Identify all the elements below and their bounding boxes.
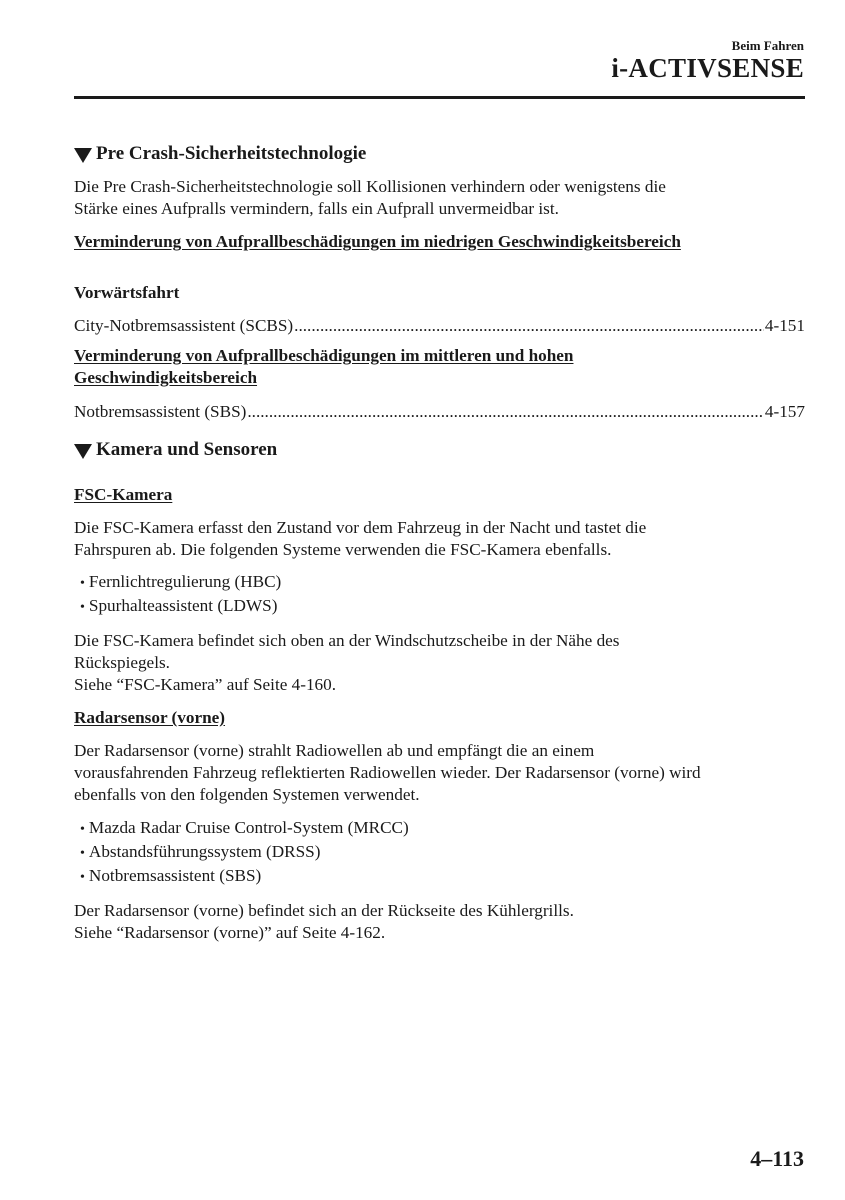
toc-page: 4-151: [764, 316, 805, 335]
list-item: • Fernlichtregulierung (HBC): [74, 571, 805, 595]
header-chapter: Beim Fahren: [731, 38, 804, 53]
section-heading-camera-sensors: Kamera und Sensoren: [74, 438, 805, 462]
list-item: • Abstandsführungssystem (DRSS): [74, 841, 805, 865]
page-number: 4–113: [750, 1146, 804, 1171]
low-speed-heading: Verminderung von Aufprallbeschädigungen im niedrigen Geschwindigkeitsbereich: [74, 232, 681, 251]
section-heading-pre-crash: Pre Crash-Sicherheitstechnologie: [74, 142, 805, 166]
toc-label: City-Notbremsassistent (SCBS): [74, 316, 294, 335]
page-content: [74, 142, 805, 944]
radar-text-2: Der Radarsensor (vorne) befindet sich an der Rückseite des Kühlergrills. Siehe “Radarsensor (vorne)” auf Seite 4-162.: [74, 901, 574, 942]
radar-text-1: Der Radarsensor (vorne) strahlt Radiowellen ab und empfängt die an einem vorausfahrenden Fahrzeug reflektierten Radiowellen wieder. Der Radarsensor (vorne) wird ebenfalls von den folgenden Systemen verwendet.: [74, 741, 701, 804]
fsc-text-1: Die FSC-Kamera erfasst den Zustand vor dem Fahrzeug in der Nacht und tastet die Fahrspuren ab. Die folgenden Systeme verwenden die FSC-Kamera ebenfalls.: [74, 518, 647, 559]
triangle-down-icon: [74, 148, 92, 163]
toc-page: 4-157: [764, 402, 805, 421]
list-item: • Mazda Radar Cruise Control-System (MRCC): [74, 817, 805, 841]
radar-system-list: [74, 817, 805, 889]
header-rule: [74, 96, 805, 99]
toc-entry-sbs[interactable]: [74, 401, 805, 423]
list-item: • Notbremsassistent (SBS): [74, 865, 805, 889]
toc-entry-scbs[interactable]: [74, 315, 805, 337]
radar-heading: Radarsensor (vorne): [74, 708, 226, 727]
leader-dots: [247, 401, 764, 423]
page-title: i-ACTIVSENSE: [611, 53, 804, 83]
fsc-text-2: Die FSC-Kamera befindet sich oben an der Windschutzscheibe in der Nähe des Rückspiegels. Siehe “FSC-Kamera” auf Seite 4-160.: [74, 631, 620, 694]
mid-speed-heading: Verminderung von Aufprallbeschädigungen im mittleren und hohen Geschwindigkeitsbereich: [74, 346, 574, 387]
leader-dots: [294, 315, 764, 337]
fsc-system-list: [74, 571, 805, 619]
toc-label: Notbremsassistent (SBS): [74, 402, 247, 421]
fsc-heading: FSC-Kamera: [74, 485, 173, 504]
triangle-down-icon: [74, 444, 92, 459]
forward-heading: Vorwärtsfahrt: [74, 283, 180, 302]
list-item: • Spurhalteassistent (LDWS): [74, 595, 805, 619]
pre-crash-intro: Die Pre Crash-Sicherheitstechnologie soll Kollisionen verhindern oder wenigstens die Stärke eines Aufpralls vermindern, falls ein Aufprall unvermeidbar ist.: [74, 177, 666, 218]
